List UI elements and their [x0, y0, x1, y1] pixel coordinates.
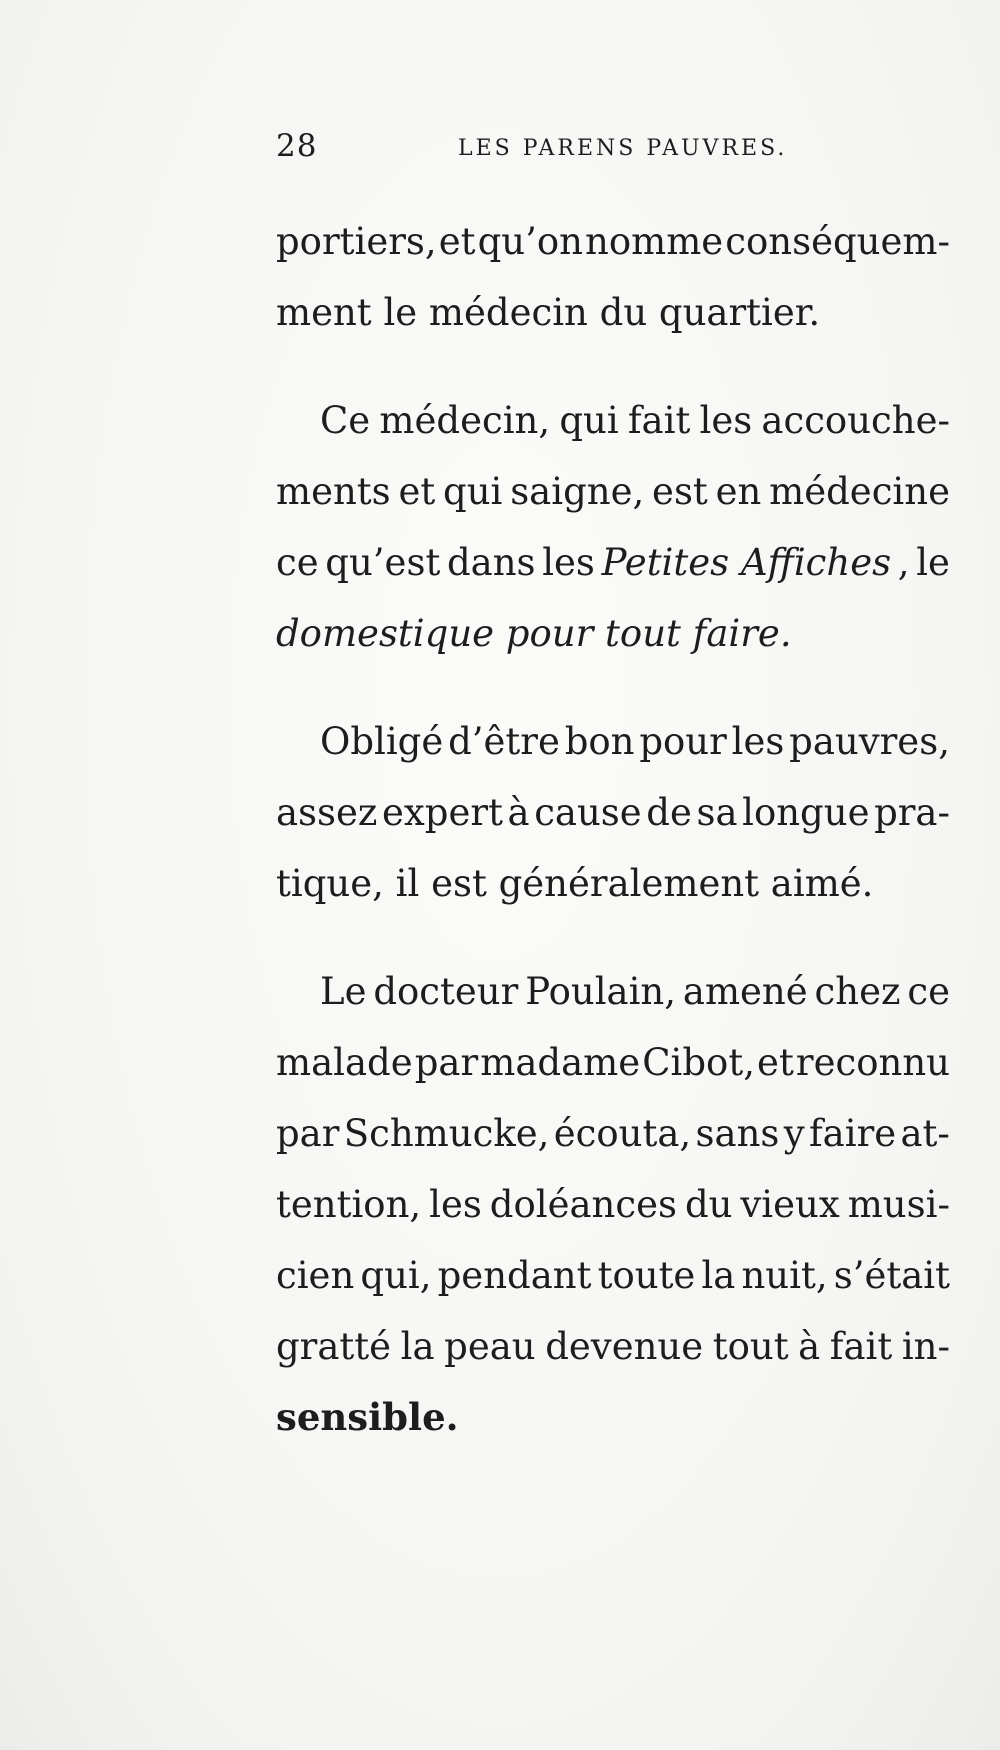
word: est	[652, 470, 708, 513]
word: fait	[627, 399, 691, 442]
text-line	[276, 1027, 950, 1098]
text-line	[276, 206, 950, 277]
word: expert	[382, 791, 503, 834]
word: dans	[446, 541, 536, 584]
word: y	[783, 1112, 805, 1155]
word: par	[276, 1112, 340, 1155]
word: malade	[276, 1041, 413, 1084]
word: nuit,	[741, 1254, 828, 1297]
word: sa	[696, 791, 738, 834]
word: vieux	[740, 1183, 840, 1226]
word: assez	[276, 791, 378, 834]
word: Poulain,	[525, 970, 677, 1013]
word: docteur	[373, 970, 519, 1013]
word: les	[542, 541, 595, 584]
word: du	[684, 1183, 733, 1226]
word: Le	[320, 970, 367, 1013]
word: qui,	[360, 1254, 432, 1297]
paragraph	[276, 706, 950, 919]
word: ment le médecin du quartier.	[276, 291, 821, 334]
word: et	[438, 220, 476, 263]
word: la	[400, 1325, 435, 1368]
text-line	[276, 777, 950, 848]
text-line	[276, 1098, 950, 1169]
word: toute	[597, 1254, 696, 1297]
text-line	[276, 706, 950, 777]
word: de	[646, 791, 692, 834]
body-text	[276, 206, 950, 1453]
word: cien	[276, 1254, 355, 1297]
word: d’être	[448, 720, 560, 763]
word: conséquem-	[725, 220, 950, 263]
word: ments	[276, 470, 391, 513]
word: médecine	[769, 470, 950, 513]
word: doléances	[489, 1183, 677, 1226]
word: pour	[639, 720, 727, 763]
paragraph	[276, 206, 950, 348]
word: accouche-	[761, 399, 950, 442]
word: à	[798, 1325, 821, 1368]
word: tique, il est généralement aimé.	[276, 862, 874, 905]
word: pra-	[874, 791, 950, 834]
word: et	[398, 470, 436, 513]
word: la	[701, 1254, 736, 1297]
text-line	[276, 598, 950, 669]
word: par	[414, 1041, 479, 1084]
text-line	[276, 527, 950, 598]
word: faire	[808, 1112, 897, 1155]
word: qui	[443, 470, 503, 513]
word: tention,	[276, 1183, 422, 1226]
word: sans	[695, 1112, 780, 1155]
word: gratté	[276, 1325, 392, 1368]
word: portiers,	[276, 220, 437, 263]
word: les	[731, 720, 785, 763]
text-line	[276, 1382, 950, 1453]
word: bon	[564, 720, 635, 763]
paragraph	[276, 385, 950, 669]
word: pendant	[437, 1254, 592, 1297]
word: qu’est	[325, 541, 441, 584]
word: saigne,	[510, 470, 645, 513]
word: le	[916, 541, 950, 584]
running-title: LES PARENS PAUVRES.	[458, 136, 788, 161]
word: at-	[900, 1112, 950, 1155]
word: et	[757, 1041, 794, 1084]
word: peau	[444, 1325, 536, 1368]
word: s’était	[833, 1254, 950, 1297]
text-line	[276, 956, 950, 1027]
paragraph-gap	[276, 919, 950, 956]
word: Ce	[320, 399, 371, 442]
word: devenue	[545, 1325, 704, 1368]
word: madame	[480, 1041, 641, 1084]
word: ,	[897, 541, 910, 584]
paragraph	[276, 956, 950, 1453]
word: cause	[534, 791, 642, 834]
word: chez	[814, 970, 901, 1013]
text-line	[276, 277, 950, 348]
word: médecin,	[379, 399, 551, 442]
word: les	[429, 1183, 482, 1226]
word: fait	[829, 1325, 893, 1368]
word: qui	[559, 399, 619, 442]
word: Petites Affiches	[601, 541, 892, 584]
word: ce	[276, 541, 319, 584]
word: qu’on	[477, 220, 583, 263]
word: Cibot,	[642, 1041, 755, 1084]
word: reconnu	[795, 1041, 950, 1084]
word: in-	[901, 1325, 950, 1368]
text-line	[276, 385, 950, 456]
word: longue	[742, 791, 870, 834]
text-line	[276, 1311, 950, 1382]
word: nomme	[585, 220, 724, 263]
paragraph-gap	[276, 348, 950, 385]
word: Obligé	[320, 720, 444, 763]
word: musi-	[847, 1183, 950, 1226]
text-line	[276, 848, 950, 919]
word: en	[715, 470, 762, 513]
word: écouta,	[553, 1112, 692, 1155]
page-header	[276, 128, 950, 168]
word: ce	[907, 970, 950, 1013]
text-line	[276, 1240, 950, 1311]
word: les	[699, 399, 753, 442]
word: sensible.	[276, 1395, 459, 1439]
page-number: 28	[276, 128, 318, 164]
text-line	[276, 456, 950, 527]
word: pauvres,	[789, 720, 950, 763]
word: amené	[682, 970, 808, 1013]
word: Schmucke,	[343, 1112, 550, 1155]
word: tout	[712, 1325, 789, 1368]
word: à	[507, 791, 530, 834]
word: domestique pour tout faire.	[276, 612, 792, 655]
text-line	[276, 1169, 950, 1240]
paragraph-gap	[276, 669, 950, 706]
